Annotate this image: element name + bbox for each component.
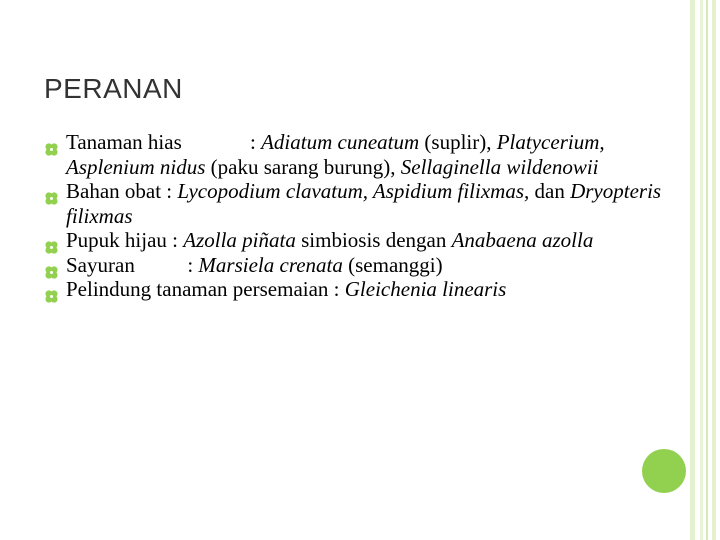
bullet-text: Sayuran [66, 252, 135, 277]
clover-bullet-icon [44, 187, 59, 202]
species-name: Adiatum cuneatum [261, 130, 420, 154]
bullet-text: Pelindung tanaman persemaian : [66, 277, 345, 301]
bullet-text: (semanggi) [342, 252, 443, 277]
bullet-text: (paku sarang burung), [205, 154, 401, 179]
border-stripe [712, 0, 716, 540]
bullet-item [44, 130, 664, 179]
species-name: Azolla piñata [183, 228, 296, 252]
bullet-text: dan [529, 179, 571, 203]
species-name: Marsiela crenata [198, 252, 343, 277]
decorative-green-circle [642, 449, 686, 493]
clover-bullet-icon [44, 138, 59, 153]
species-name: Gleichenia linearis [344, 277, 507, 301]
bullet-text: : [134, 252, 199, 277]
bullet-text: Bahan obat : [66, 179, 178, 203]
species-name: Lycopodium clavatum, Aspidium filixmas, [177, 179, 530, 203]
bullet-item [44, 277, 664, 302]
bullet-text: Pupuk hijau : [66, 228, 184, 252]
species-name: Anabaena azolla [451, 228, 594, 252]
border-stripe [706, 0, 708, 540]
species-name: Dryopteris filixmas [66, 179, 662, 228]
clover-bullet-icon [44, 236, 59, 251]
species-name: Sellaginella wildenowii [400, 154, 599, 179]
bullet-item [44, 228, 664, 253]
clover-bullet-icon [44, 261, 59, 276]
bullet-list [44, 130, 664, 302]
bullet-text: Tanaman hias [66, 130, 182, 154]
bullet-text: : [181, 130, 262, 154]
border-stripe [690, 0, 695, 540]
bullet-text: (suplir), [419, 130, 497, 154]
border-stripe [700, 0, 703, 540]
bullet-item [44, 179, 664, 228]
slide-title: PERANAN [44, 73, 183, 104]
bullet-text: simbiosis dengan [295, 228, 452, 252]
clover-bullet-icon [44, 285, 59, 300]
species-name: Platycerium, Asplenium nidus [66, 130, 605, 179]
decorative-right-border [690, 0, 720, 540]
bullet-item [44, 253, 664, 278]
